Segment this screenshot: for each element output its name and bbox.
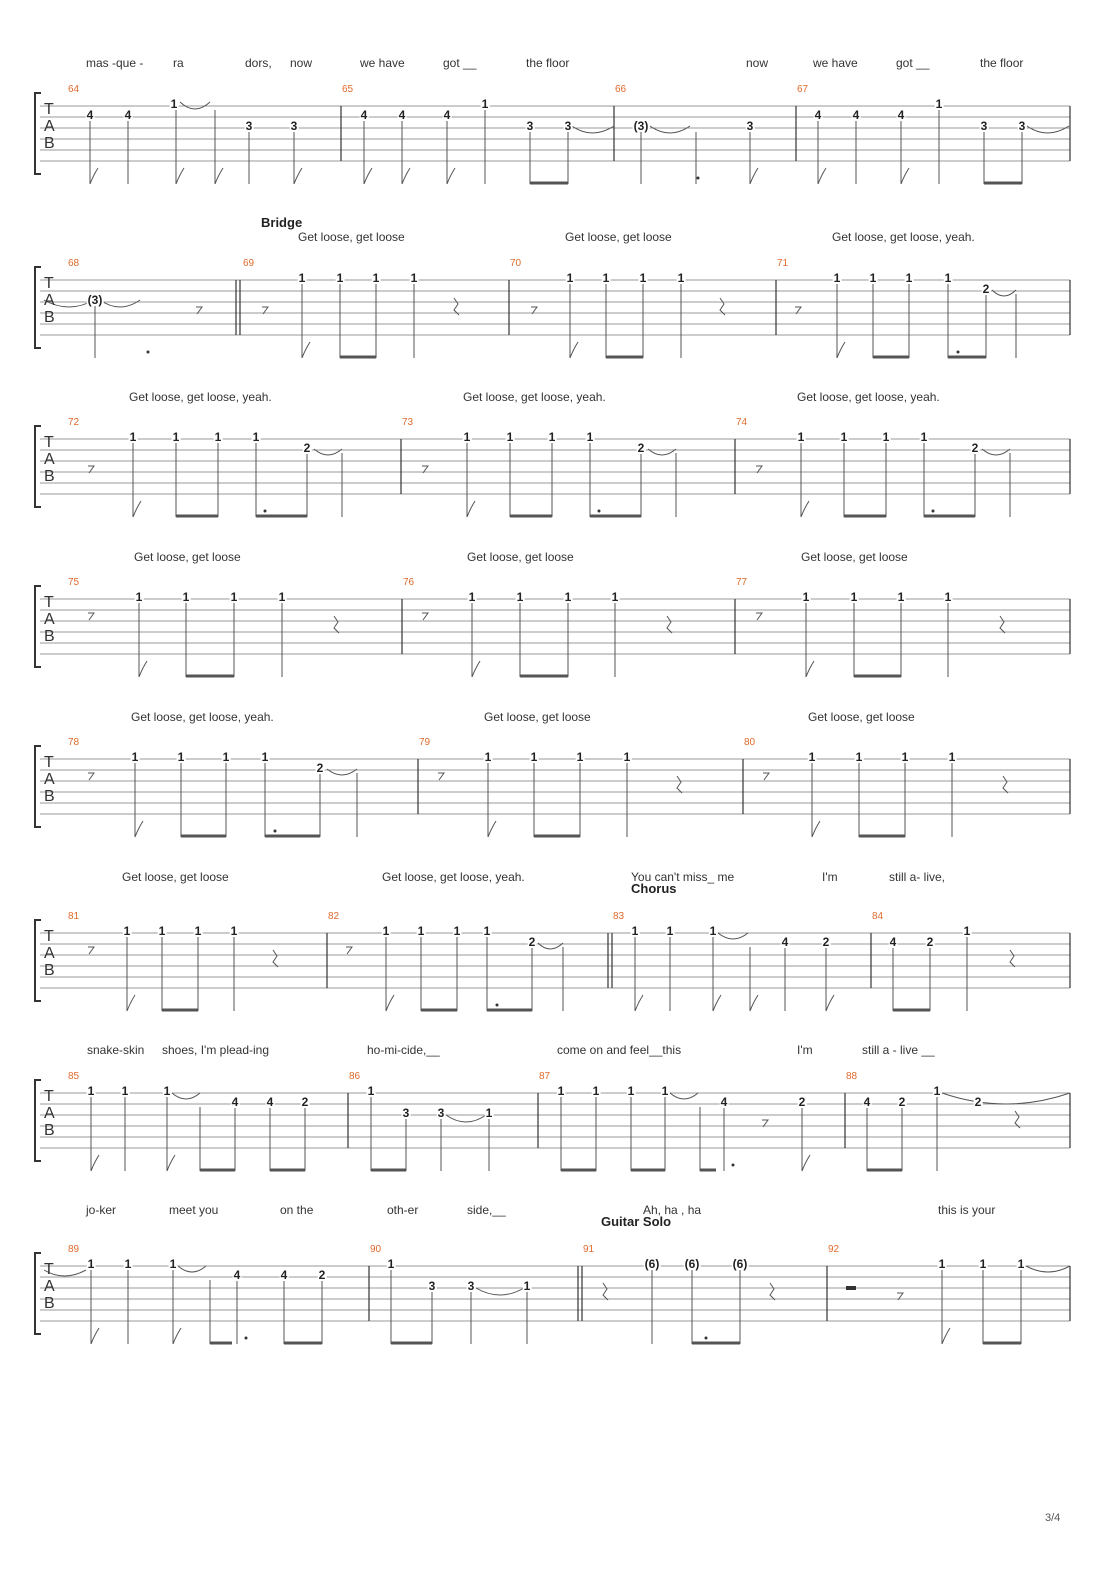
fret-number: 1 [979, 1257, 987, 1271]
fret-number: 1 [850, 590, 858, 604]
lyric: Get loose, get loose, yeah. [463, 390, 606, 404]
fret-number: 1 [230, 590, 238, 604]
fret-number: 2 [318, 1268, 326, 1282]
tab-clef-t: T [44, 1088, 54, 1105]
bar-number: 79 [419, 737, 431, 748]
fret-number: 2 [971, 441, 979, 455]
lyric: snake-skin [87, 1043, 145, 1057]
lyric: Get loose, get loose [484, 710, 591, 724]
tab-clef-b: B [44, 962, 55, 979]
tab-clef-b: B [44, 628, 55, 645]
fret-number: 2 [637, 441, 645, 455]
lyric: oth-er [387, 1203, 419, 1217]
fret-number: 1 [177, 750, 185, 764]
fret-number: 1 [833, 271, 841, 285]
fret-number: 1 [611, 590, 619, 604]
fret-number: 1 [121, 1084, 129, 1098]
tab-clef-b: B [44, 1295, 55, 1312]
fret-number: 1 [481, 97, 489, 111]
lyric: we have [360, 56, 405, 70]
fret-number: 4 [398, 108, 406, 122]
lyric: You can't miss_ me [631, 870, 735, 884]
section-label: Chorus [631, 881, 677, 896]
fret-number: 1 [905, 271, 913, 285]
fret-number: 1 [468, 590, 476, 604]
bar-number: 74 [736, 417, 748, 428]
fret-number: 1 [530, 750, 538, 764]
fret-number: 1 [623, 750, 631, 764]
fret-number: 4 [233, 1268, 241, 1282]
lyric: mas -que - [86, 56, 144, 70]
tab-clef-a: A [44, 1105, 55, 1122]
bar-number: 68 [68, 258, 80, 269]
fret-number: 1 [298, 271, 306, 285]
fret-number: 1 [483, 924, 491, 938]
fret-number: 1 [129, 430, 137, 444]
fret-number: 1 [661, 1084, 669, 1098]
fret-number: 1 [194, 924, 202, 938]
section-label: Guitar Solo [601, 1214, 672, 1229]
fret-number: 1 [214, 430, 222, 444]
tab-staff [0, 907, 1110, 1027]
bar-number: 70 [510, 258, 522, 269]
bar-number: 78 [68, 737, 80, 748]
fret-number: 1 [87, 1257, 95, 1271]
fret-number: 3 [402, 1106, 410, 1120]
fret-number: (6) [684, 1257, 700, 1271]
lyric: we have [813, 56, 858, 70]
bar-number: 83 [613, 911, 625, 922]
bar-number: 88 [846, 1071, 858, 1082]
tab-clef-a: A [44, 611, 55, 628]
bar-number: 86 [349, 1071, 361, 1082]
tab-clef-a: A [44, 451, 55, 468]
fret-number: 1 [372, 271, 380, 285]
fret-number: 2 [303, 441, 311, 455]
fret-number: 4 [814, 108, 822, 122]
fret-number: (3) [633, 119, 649, 133]
bar-number: 81 [68, 911, 80, 922]
fret-number: 1 [230, 924, 238, 938]
fret-number: 4 [86, 108, 94, 122]
lyric: on the [280, 1203, 314, 1217]
fret-number: 1 [592, 1084, 600, 1098]
fret-number: 4 [124, 108, 132, 122]
bar-number: 76 [403, 577, 415, 588]
tab-clef-t: T [44, 754, 54, 771]
bar-number: 66 [615, 84, 627, 95]
tab-clef-a: A [44, 118, 55, 135]
fret-number: 1 [523, 1279, 531, 1293]
fret-number: (6) [732, 1257, 748, 1271]
tab-clef-b: B [44, 309, 55, 326]
fret-number: 1 [566, 271, 574, 285]
fret-number: 4 [443, 108, 451, 122]
fret-number: 4 [889, 935, 897, 949]
bar-number: 75 [68, 577, 80, 588]
fret-number: 1 [131, 750, 139, 764]
lyric: Get loose, get loose, yeah. [797, 390, 940, 404]
lyric: got __ [896, 56, 930, 70]
lyric: come on and feel__this [557, 1043, 682, 1057]
fret-number: 4 [720, 1095, 728, 1109]
fret-number: 1 [548, 430, 556, 444]
fret-number: 1 [963, 924, 971, 938]
fret-number: 1 [485, 1106, 493, 1120]
fret-number: 3 [980, 119, 988, 133]
fret-number: 1 [840, 430, 848, 444]
fret-number: 1 [576, 750, 584, 764]
fret-number: 1 [709, 924, 717, 938]
fret-number: 1 [222, 750, 230, 764]
tab-clef-a: A [44, 945, 55, 962]
section-label: Bridge [261, 215, 303, 230]
lyric: Get loose, get loose [298, 230, 405, 244]
fret-number: 1 [169, 1257, 177, 1271]
lyric: still a- live, [889, 870, 946, 884]
bar-number: 89 [68, 1244, 80, 1255]
fret-number: 3 [428, 1279, 436, 1293]
fret-number: 1 [278, 590, 286, 604]
fret-number: 1 [938, 1257, 946, 1271]
tab-clef-a: A [44, 292, 55, 309]
fret-number: 4 [231, 1095, 239, 1109]
fret-number: 4 [360, 108, 368, 122]
fret-number: 1 [87, 1084, 95, 1098]
fret-number: (3) [87, 293, 103, 307]
tab-clef-t: T [44, 434, 54, 451]
fret-number: 1 [172, 430, 180, 444]
fret-number: 1 [944, 271, 952, 285]
lyric: Get loose, get loose, yeah. [382, 870, 525, 884]
bar-number: 77 [736, 577, 748, 588]
fret-number: 2 [798, 1095, 806, 1109]
lyric: Get loose, get loose, yeah. [129, 390, 272, 404]
fret-number: 2 [528, 935, 536, 949]
lyric: now [746, 56, 769, 70]
fret-number: 1 [387, 1257, 395, 1271]
tab-clef-b: B [44, 788, 55, 805]
fret-number: 2 [301, 1095, 309, 1109]
bar-number: 80 [744, 737, 756, 748]
fret-number: 1 [586, 430, 594, 444]
fret-number: 1 [944, 590, 952, 604]
bar-number: 84 [872, 911, 884, 922]
fret-number: 1 [158, 924, 166, 938]
bar-number: 90 [370, 1244, 382, 1255]
fret-number: 2 [982, 282, 990, 296]
fret-number: 1 [808, 750, 816, 764]
fret-number: 1 [948, 750, 956, 764]
fret-number: 1 [135, 590, 143, 604]
lyric: meet you [169, 1203, 219, 1217]
lyric: Get loose, get loose [122, 870, 229, 884]
fret-number: 1 [933, 1084, 941, 1098]
fret-number: 3 [526, 119, 534, 133]
fret-number: (6) [644, 1257, 660, 1271]
fret-number: 1 [797, 430, 805, 444]
lyric: dors, [245, 56, 272, 70]
tab-staff [0, 80, 1110, 200]
fret-number: 1 [516, 590, 524, 604]
fret-number: 1 [869, 271, 877, 285]
tab-clef-t: T [44, 1261, 54, 1278]
bar-number: 65 [342, 84, 354, 95]
fret-number: 1 [802, 590, 810, 604]
fret-number: 1 [506, 430, 514, 444]
fret-number: 1 [417, 924, 425, 938]
fret-number: 1 [261, 750, 269, 764]
fret-number: 2 [316, 761, 324, 775]
bar-number: 64 [68, 84, 80, 95]
fret-number: 1 [382, 924, 390, 938]
fret-number: 1 [631, 924, 639, 938]
lyric: I'm [822, 870, 838, 884]
lyric: Ah, ha , ha [643, 1203, 702, 1217]
fret-number: 1 [564, 590, 572, 604]
lyric: still a - live __ [862, 1043, 935, 1057]
fret-number: 4 [897, 108, 905, 122]
lyric: ho-mi-cide,__ [367, 1043, 440, 1057]
tab-clef-t: T [44, 101, 54, 118]
lyric: Get loose, get loose [134, 550, 241, 564]
fret-number: 1 [163, 1084, 171, 1098]
fret-number: 3 [467, 1279, 475, 1293]
lyric: the floor [980, 56, 1024, 70]
fret-number: 1 [484, 750, 492, 764]
fret-number: 1 [602, 271, 610, 285]
tab-clef-t: T [44, 594, 54, 611]
fret-number: 4 [781, 935, 789, 949]
page-number: 3/4 [1045, 1512, 1061, 1524]
lyric: Get loose, get loose [801, 550, 908, 564]
lyric: the floor [526, 56, 570, 70]
fret-number: 1 [252, 430, 260, 444]
fret-number: 1 [677, 271, 685, 285]
fret-number: 1 [666, 924, 674, 938]
bar-number: 69 [243, 258, 255, 269]
fret-number: 1 [920, 430, 928, 444]
lyric: now [290, 56, 313, 70]
fret-number: 1 [367, 1084, 375, 1098]
lyric: Get loose, get loose [808, 710, 915, 724]
fret-number: 1 [1017, 1257, 1025, 1271]
lyric: shoes, I'm plead-ing [162, 1043, 270, 1057]
bar-number: 67 [797, 84, 809, 95]
fret-number: 3 [1018, 119, 1026, 133]
fret-number: 1 [935, 97, 943, 111]
bar-number: 73 [402, 417, 414, 428]
fret-number: 1 [182, 590, 190, 604]
fret-number: 1 [901, 750, 909, 764]
lyric: side,__ [467, 1203, 506, 1217]
fret-number: 1 [170, 97, 178, 111]
fret-number: 3 [437, 1106, 445, 1120]
lyric: Get loose, get loose [565, 230, 672, 244]
bar-number: 72 [68, 417, 80, 428]
bar-number: 91 [583, 1244, 595, 1255]
tab-clef-b: B [44, 135, 55, 152]
fret-number: 2 [822, 935, 830, 949]
tab-clef-a: A [44, 1278, 55, 1295]
tab-clef-t: T [44, 275, 54, 292]
lyric: Get loose, get loose [467, 550, 574, 564]
fret-number: 3 [746, 119, 754, 133]
tab-clef-b: B [44, 468, 55, 485]
bar-number: 92 [828, 1244, 840, 1255]
lyric: got __ [443, 56, 477, 70]
fret-number: 1 [453, 924, 461, 938]
lyric: jo-ker [86, 1203, 117, 1217]
fret-number: 1 [882, 430, 890, 444]
tab-staff [0, 733, 1110, 853]
fret-number: 1 [336, 271, 344, 285]
fret-number: 3 [290, 119, 298, 133]
fret-number: 4 [280, 1268, 288, 1282]
fret-number: 2 [898, 1095, 906, 1109]
fret-number: 1 [124, 1257, 132, 1271]
tab-clef-t: T [44, 928, 54, 945]
tab-clef-b: B [44, 1122, 55, 1139]
bar-number: 82 [328, 911, 340, 922]
lyric: Get loose, get loose, yeah. [131, 710, 274, 724]
fret-number: 4 [863, 1095, 871, 1109]
fret-number: 1 [855, 750, 863, 764]
fret-number: 1 [410, 271, 418, 285]
fret-number: 1 [897, 590, 905, 604]
fret-number: 3 [245, 119, 253, 133]
fret-number: 1 [123, 924, 131, 938]
fret-number: 1 [639, 271, 647, 285]
fret-number: 1 [627, 1084, 635, 1098]
fret-number: 1 [463, 430, 471, 444]
fret-number: 4 [266, 1095, 274, 1109]
fret-number: 4 [852, 108, 860, 122]
bar-number: 71 [777, 258, 789, 269]
fret-number: 2 [926, 935, 934, 949]
bar-number: 85 [68, 1071, 80, 1082]
fret-number: 3 [564, 119, 572, 133]
fret-number: 2 [974, 1095, 982, 1109]
bar-number: 87 [539, 1071, 551, 1082]
lyric: this is your [938, 1203, 996, 1217]
lyric: Get loose, get loose, yeah. [832, 230, 975, 244]
lyric: I'm [797, 1043, 813, 1057]
tab-clef-a: A [44, 771, 55, 788]
lyric: ra [173, 56, 184, 70]
fret-number: 1 [557, 1084, 565, 1098]
